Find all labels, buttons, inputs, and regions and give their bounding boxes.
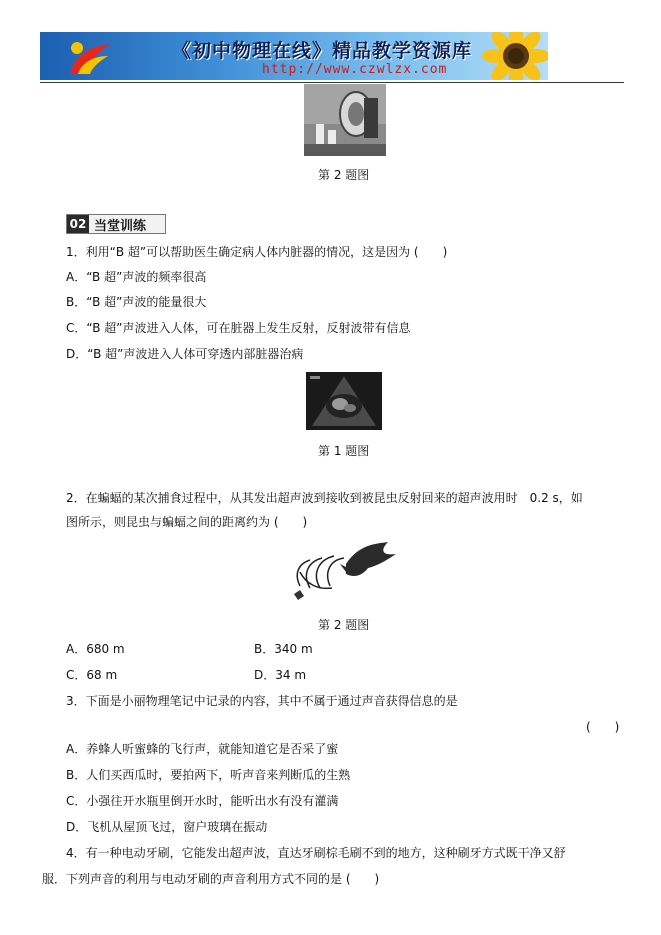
q2-stem-line1: 2．在蝙蝠的某次捕食过程中，从其发出超声波到接收到被昆虫反射回来的超声波用时 0.2 s，如 [66,491,583,505]
q1-option-a: A．“B 超”声波的频率很高 [66,270,207,284]
q3-option-b: B．人们买西瓜时，要拍两下，听声音来判断瓜的生熟 [66,768,351,782]
q3-stem: 3．下面是小丽物理笔记中记录的内容，其中不属于通过声音获得信息的是 [66,694,458,708]
banner-url: http://www.czwlzx.com [262,62,448,77]
q3-answer-bracket: ( ) [586,720,620,734]
q2-option-d: D．34 m [254,668,307,682]
ultrasound-figure [306,372,382,430]
header-divider [40,82,624,83]
q1-option-b: B．“B 超”声波的能量很大 [66,295,207,309]
banner-title: 《初中物理在线》精品教学资源库 [172,40,473,62]
q2-option-c: C．68 m [66,668,118,682]
q2-option-b: B．340 m [254,642,313,656]
q2-option-a: A．680 m [66,642,125,656]
ultrasound-caption: 第 1 题图 [318,444,370,458]
section-tag [66,214,166,234]
q3-option-c: C．小强往开水瓶里倒开水时，能听出水有没有灌满 [66,794,339,808]
site-logo-icon [64,36,116,78]
top-figure-caption: 第 2 题图 [318,168,370,182]
header-banner [40,32,548,80]
section-number: 02 [67,215,89,233]
q1-option-d: D．“B 超”声波进入人体可穿透内部脏器治病 [66,347,304,361]
q4-stem-line2: 服．下列声音的利用与电动牙刷的声音利用方式不同的是 ( ) [42,872,380,886]
q1-stem: 1．利用“B 超”可以帮助医生确定病人体内脏器的情况，这是因为 ( ) [66,245,448,259]
q3-option-d: D．飞机从屋顶飞过，窗户玻璃在振动 [66,820,268,834]
q3-option-a: A．养蜂人听蜜蜂的飞行声，就能知道它是否采了蜜 [66,742,339,756]
q2-stem-line2: 图所示，则昆虫与蝙蝠之间的距离约为 ( ) [66,515,308,529]
section-title: 当堂训练 [94,218,147,234]
bat-ultrasound-figure [288,538,400,604]
speaker-candle-figure [304,84,386,156]
q1-option-c: C．“B 超”声波进入人体，可在脏器上发生反射，反射波带有信息 [66,321,411,335]
q4-stem-line1: 4．有一种电动牙刷，它能发出超声波，直达牙刷棕毛刷不到的地方，这种刷牙方式既干净又舒 [66,846,566,860]
bat-figure-caption: 第 2 题图 [318,618,370,632]
sunflower-icon [468,32,548,80]
